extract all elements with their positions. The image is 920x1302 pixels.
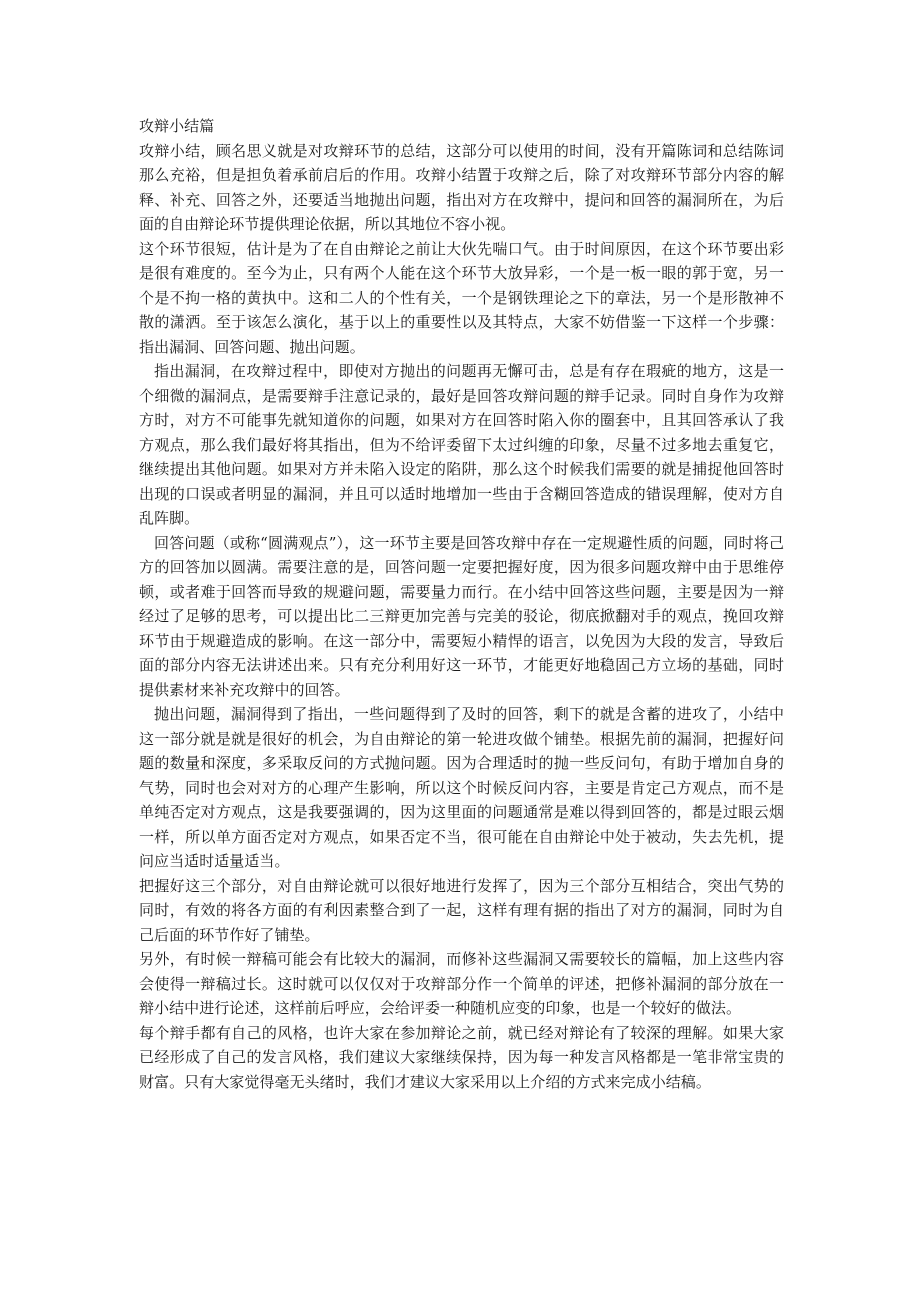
paragraph-summary: 把握好这三个部分，对自由辩论就可以很好地进行发挥了，因为三个部分互相结合，突出气势的同时，有效的将各方面的有利因素整合到了一起，这样有理有据的指出了对方的漏洞，同时为自己后面的环节作好了铺垫。 [139,876,784,944]
paragraph-additional: 另外，有时候一辩稿可能会有比较大的漏洞，而修补这些漏洞又需要较长的篇幅，加上这些内容会使得一辩稿过长。这时就可以仅仅对于攻辩部分作一个简单的评述，把修补漏洞的部分放在一辩小结中进行论述，这样前后呼应，会给评委一种随机应变的印象，也是一个较好的做法。 [139,950,784,1017]
paragraph-overview: 这个环节很短，估计是为了在自由辩论之前让大伙先喘口气。由于时间原因，在这个环节要出彩是很有难度的。至今为止，只有两个人能在这个环节大放异彩，一个是一板一眼的郭于宽，另一个是不拘一格的黄执中。这和二人的个性有关，一个是钢铁理论之下的章法，另一个是形散神不散的潇洒。至于该怎么演化，基于以上的重要性以及其特点，大家不妨借鉴一下这样一个步骤：指出漏洞、回答问题、抛出问题。 [139,239,784,356]
paragraph-intro: 攻辩小结，顾名思义就是对攻辩环节的总结，这部分可以使用的时间，没有开篇陈词和总结陈词那么充裕，但是担负着承前启后的作用。攻辩小结置于攻辩之后，除了对攻辩环节部分内容的解释、补充、回答之外，还要适当地抛出问题，指出对方在攻辩中，提问和回答的漏洞所在，为后面的自由辩论环节提供理论依据，所以其地位不容小视。 [139,141,784,233]
paragraph-point-out-flaws: 指出漏洞，在攻辩过程中，即使对方抛出的问题再无懈可击，总是有存在瑕疵的地方，这是一个细微的漏洞点，是需要辩手注意记录的，最好是回答攻辩问题的辩手记录。同时自身作为攻辩方时，对方不可能事先就知道你的问题，如果对方在回答时陷入你的圈套中，且其回答承认了我方观点，那么我们最好将其指出，但为不给评委留下太过纠缠的印象，尽量不过多地去重复它，继续提出其他问题。如果对方并未陷入设定的陷阱，那么这个时候我们需要的就是捕捉他回答时出现的口误或者明显的漏洞，并且可以适时地增加一些由于含糊回答造成的错误理解，使对方自乱阵脚。 [139,362,784,527]
paragraph-raise-questions: 抛出问题，漏洞得到了指出，一些问题得到了及时的回答，剩下的就是含蓄的进攻了，小结中这一部分就是就是很好的机会，为自由辩论的第一轮进攻做个铺垫。根据先前的漏洞，把握好问题的数量和深度，多采取反问的方式抛问题。因为合理适时的抛一些反问句，有助于增加自身的气势，同时也会对对方的心理产生影响，所以这个时候反问内容，主要是肯定己方观点，而不是单纯否定对方观点，这是我要强调的，因为这里面的问题通常是难以得到回答的，都是过眼云烟一样，所以单方面否定对方观点，如果否定不当，很可能在自由辩论中处于被动，失去先机，提问应当适时适量适当。 [139,705,784,870]
paragraph-answer-questions: 回答问题（或称“圆满观点”），这一环节主要是回答攻辩中存在一定规避性质的问题，同时将己方的回答加以圆满。需要注意的是，回答问题一定要把握好度，因为很多问题攻辩中由于思维停顿，或者难于回答而导致的规避问题，需要量力而行。在小结中回答这些问题，主要是因为一辩经过了足够的思考，可以提出比二三辩更加完善与完美的驳论，彻底掀翻对手的观点，挽回攻辩环节由于规避造成的影响。在这一部分中，需要短小精悍的语言，以免因为大段的发言，导致后面的部分内容无法讲述出来。只有充分利用好这一环节，才能更好地稳固己方立场的基础，同时提供素材来补充攻辩中的回答。 [139,533,784,699]
document-body [139,114,784,1094]
paragraph-conclusion: 每个辩手都有自己的风格，也许大家在参加辩论之前，就已经对辩论有了较深的理解。如果大家已经形成了自己的发言风格，我们建议大家继续保持，因为每一种发言风格都是一笔非常宝贵的财富。只有大家觉得毫无头绪时，我们才建议大家采用以上介绍的方式来完成小结稿。 [139,1023,784,1091]
document-title: 攻辩小结篇 [139,117,215,135]
